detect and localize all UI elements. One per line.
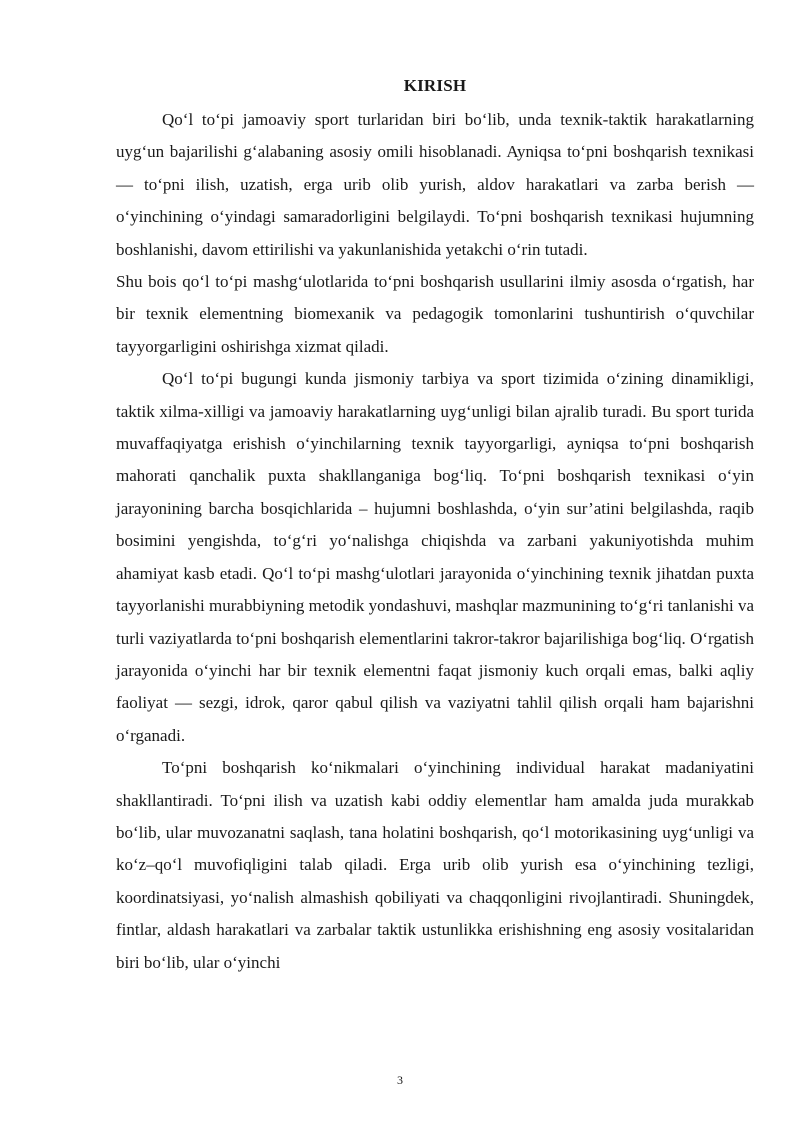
- paragraph-1: Qo‘l to‘pi jamoaviy sport turlaridan biri bo‘lib, unda texnik-taktik harakatlarning uyg‘un bajarilishi g‘alabaning asosiy omili hisoblanadi. Ayniqsa to‘pni boshqarish texnikasi — to‘pni ilish, uzatish, erga urib olib yurish, aldov harakatlari va zarba berish — o‘yinchining o‘yindagi samaradorligini belgilaydi. To‘pni boshqarish texnikasi hujumning boshlanishi, davom ettirilishi va yakunlanishida yetakchi o‘rin tutadi.: [116, 110, 754, 259]
- paragraph-2: Shu bois qo‘l to‘pi mashg‘ulotlarida to‘pni boshqarish usullarini ilmiy asosda o‘rgatish, har bir texnik elementning biomexanik va pedagogik tomonlarini tushuntirish o‘quvchilar tayyorgarligini oshirishga xizmat qiladi.: [116, 272, 754, 356]
- page-number: 3: [397, 1073, 403, 1087]
- section-title: KIRISH: [403, 76, 467, 95]
- document-body: [116, 72, 754, 979]
- paragraph-3: Qo‘l to‘pi bugungi kunda jismoniy tarbiya va sport tizimida o‘zining dinamikligi, taktik xilma-xilligi va jamoaviy harakatlarning uyg‘unligi bilan ajralib turadi. Bu sport turida muvaffaqiyatga erishish o‘yinchilarning texnik tayyorgarligi, ayniqsa to‘pni boshqarish mahorati qanchalik puxta shakllanganiga bog‘liq. To‘pni boshqarish texnikasi o‘yin jarayonining barcha bosqichlarida – hujumni boshlashda, o‘yin sur’atini belgilashda, raqib bosimini yengishda, to‘g‘ri yo‘nalishga chiqishda va zarbani yakuniyotishda muhim ahamiyat kasb etadi. Qo‘l to‘pi mashg‘ulotlari jarayonida o‘yinchining texnik jihatdan puxta tayyorlanishi murabbiyning metodik yondashuvi, mashqlar mazmunining to‘g‘ri tanlanishi va turli vaziyatlarda to‘pni boshqarish elementlarini takror-takror bajarilishiga bog‘liq. O‘rgatish jarayonida o‘yinchi har bir texnik elementni faqat jismoniy kuch orqali emas, balki aqliy faoliyat — sezgi, idrok, qaror qabul qilish va vaziyatni tahlil qilish orqali ham bajarishni o‘rganadi.: [116, 369, 754, 745]
- paragraph-4: To‘pni boshqarish ko‘nikmalari o‘yinchining individual harakat madaniyatini shakllantiradi. To‘pni ilish va uzatish kabi oddiy elementlar ham amalda juda murakkab bo‘lib, ular muvozanatni saqlash, tana holatini boshqarish, qo‘l motorikasining uyg‘unligi va ko‘z–qo‘l muvofiqligini talab qiladi. Erga urib olib yurish esa o‘yinchining tezligi, koordinatsiyasi, yo‘nalish almashish qobiliyati va chaqqonligini rivojlantiradi. Shuningdek, fintlar, aldash harakatlari va zarbalar taktik ustunlikka erishishning eng asosiy vositalaridan biri bo‘lib, ular o‘yinchi: [116, 758, 754, 972]
